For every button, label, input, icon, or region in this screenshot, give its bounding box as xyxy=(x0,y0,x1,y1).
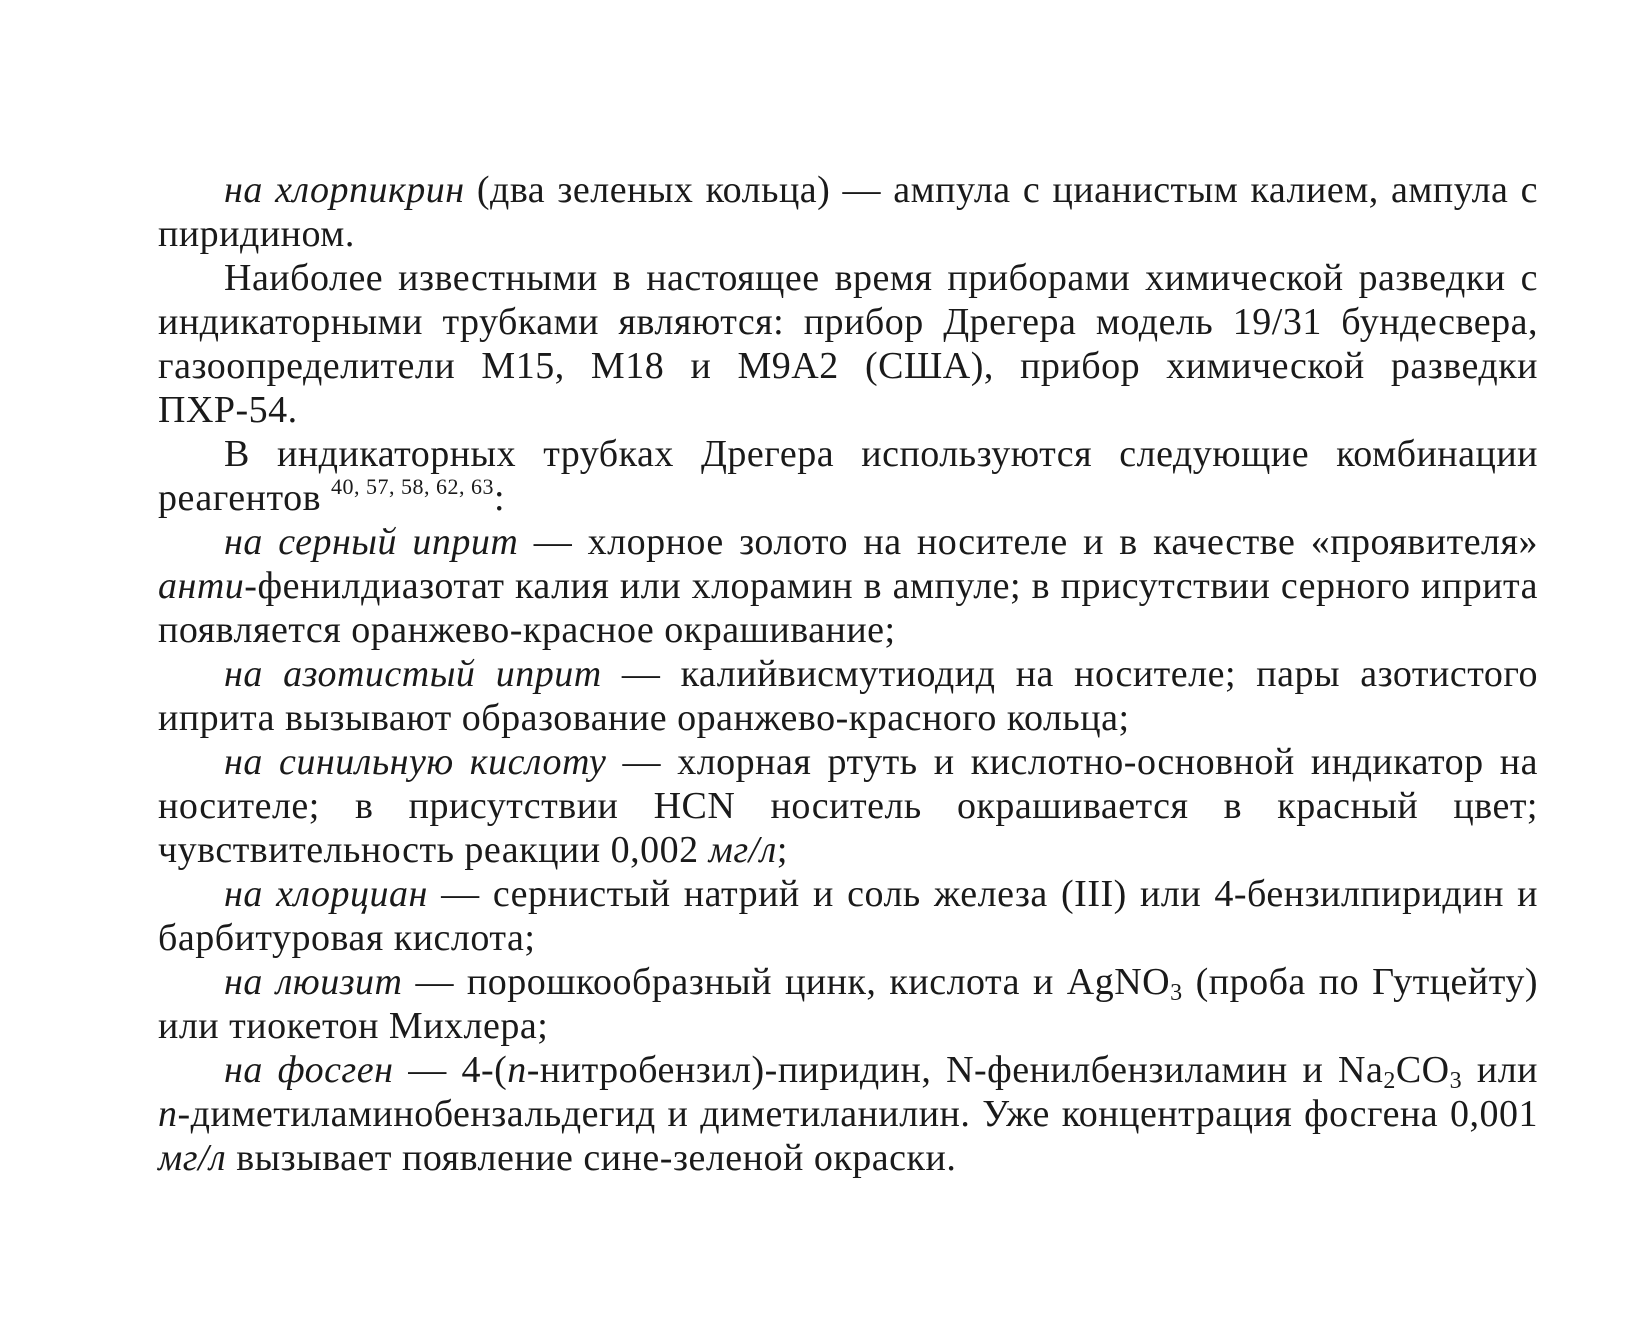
paragraph-text: -нитробензил)-пиридин, N-фенилбензиламин и Na xyxy=(526,1049,1384,1091)
body-text xyxy=(158,168,1538,1180)
paragraph-chloropicrin xyxy=(158,168,1538,256)
paragraph-devices xyxy=(158,256,1538,432)
paragraph-text: CO xyxy=(1395,1049,1450,1091)
paragraph-text: или xyxy=(1462,1049,1538,1091)
subscript: 3 xyxy=(1449,1068,1463,1094)
paragraph-text: (проба по Гутцейту) или тиокетон Михлера; xyxy=(158,961,1539,1047)
paragraph-text: В индикаторных трубках Дрегера используются следующие комбинации реагентов xyxy=(158,433,1538,519)
paragraph-text: вызывает появление сине-зеленой окраски. xyxy=(226,1137,957,1179)
unit-mg-per-l: мг/л xyxy=(708,829,777,871)
paragraph-text: — 4-( xyxy=(393,1049,508,1091)
subscript: 2 xyxy=(1383,1068,1396,1094)
term-chloropicrin: на хлорпикрин xyxy=(224,169,465,211)
term-lewisite: на люизит xyxy=(224,961,403,1003)
paragraph-text: -диметиламинобензальдегид и диметиланилин. Уже концентрация фосгена 0,001 xyxy=(177,1093,1538,1135)
reference-numbers: 40, 57, 58, 62, 63 xyxy=(331,474,495,499)
paragraph-sulfur-mustard xyxy=(158,520,1538,652)
subscript: 3 xyxy=(1170,980,1183,1006)
paragraph-text: ; xyxy=(776,829,788,871)
paragraph-hydrocyanic-acid xyxy=(158,740,1538,872)
paragraph-phosgene xyxy=(158,1048,1538,1180)
unit-mg-per-l: мг/л xyxy=(158,1137,227,1179)
paragraph-text: -фенилдиазотат калия или хлорамин в ампуле; в присутствии серного иприта появляется оранжево-красное окрашивание; xyxy=(158,565,1538,651)
paragraph-text: — порошкообразный цинк, кислота и AgNO xyxy=(402,961,1171,1003)
para-prefix: n xyxy=(158,1093,178,1135)
paragraph-text: — хлорное золото на носителе и в качестве «проявителя» xyxy=(518,521,1538,563)
term-phosgene: на фосген xyxy=(224,1049,394,1091)
paragraph-lewisite xyxy=(158,960,1538,1048)
paragraph-drager-intro xyxy=(158,432,1538,520)
term-cyanogen-chloride: на хлорциан xyxy=(224,873,428,915)
prefix-anti: анти xyxy=(158,565,245,607)
paragraph-nitrogen-mustard xyxy=(158,652,1538,740)
paragraph-text: Наиболее известными в настоящее время приборами химической разведки с индикаторными трубками являются: прибор Дрегера модель 19/31 бундесвера, газоопределители М15, М18 и М9А2 (США), прибор химической разведки ПХР-54. xyxy=(158,257,1538,431)
paragraph-text: — калийвисмутиодид на носителе; пары азотистого иприта вызывают образование оранжево-красного кольца; xyxy=(158,653,1538,739)
paragraph-text: (два зеленых кольца) — ампула с цианистым калием, ампула с пиридином. xyxy=(158,169,1538,255)
term-sulfur-mustard: на серный иприт xyxy=(224,521,519,563)
para-prefix: n xyxy=(507,1049,527,1091)
paragraph-text: — хлорная ртуть и кислотно-основной индикатор на носителе; в присутствии HCN носитель окрашивается в красный цвет; чувствительность реакции 0,002 xyxy=(158,741,1538,871)
paragraph-text: : xyxy=(494,477,506,519)
term-nitrogen-mustard: на азотистый иприт xyxy=(224,653,602,695)
paragraph-text: — сернистый натрий и соль железа (III) или 4-бензилпиридин и барбитуровая кислота; xyxy=(158,873,1538,959)
paragraph-cyanogen-chloride xyxy=(158,872,1538,960)
term-hydrocyanic-acid: на синильную кислоту xyxy=(224,741,607,783)
